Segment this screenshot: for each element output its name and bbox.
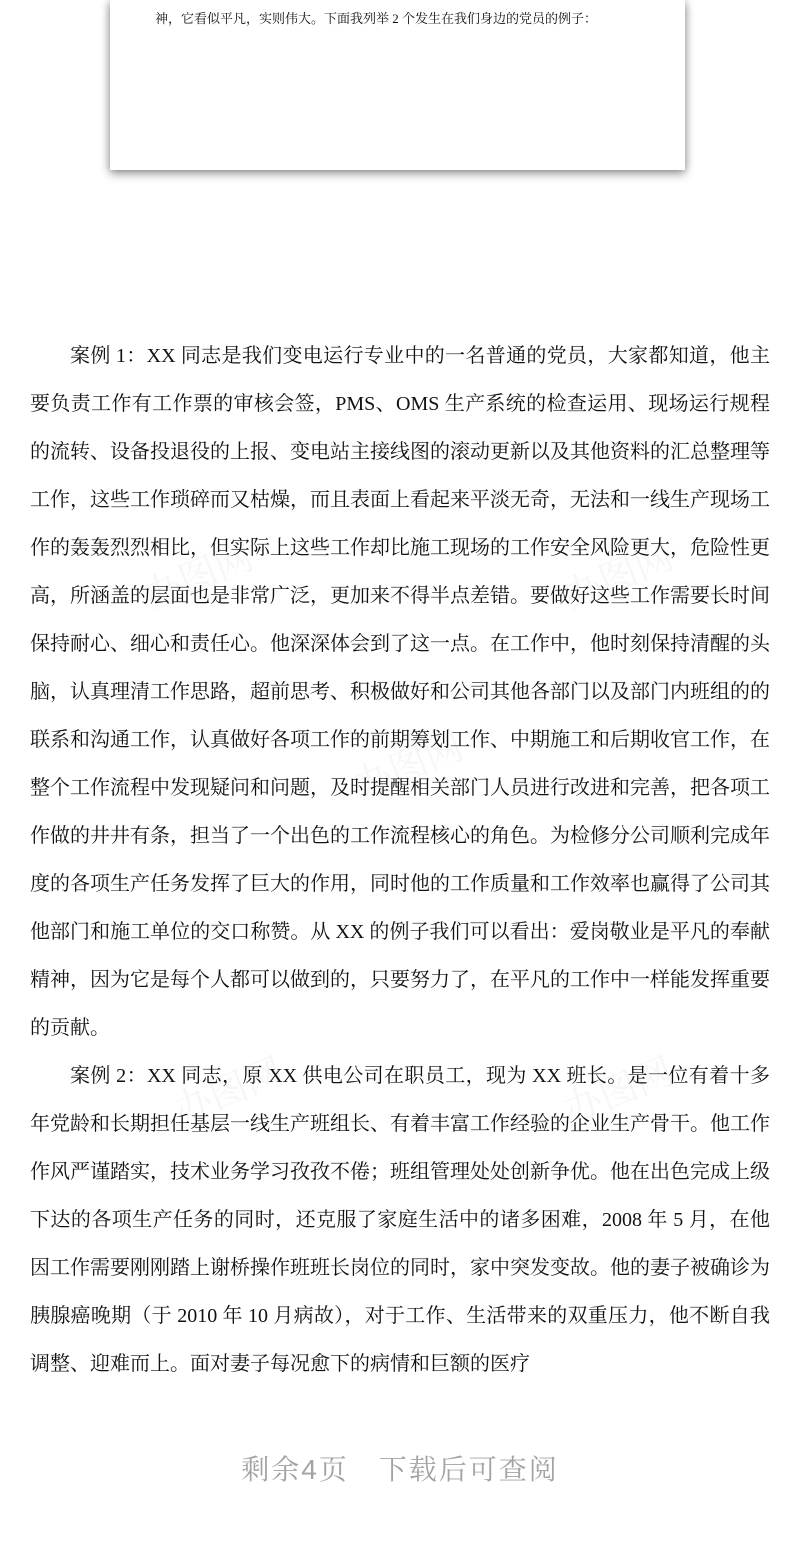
watermark-text: 办图网	[347, 725, 470, 808]
paragraph-case-2: 案例 2：XX 同志，原 XX 供电公司在职员工，现为 XX 班长。是一位有着十多年党龄和长期担任基层一线生产班组长、有着丰富工作经验的企业生产骨干。他工作作风严谨踏实，技术业务学习孜孜不倦；班组管理处处创新争优。他在出色完成上级下达的各项生产任务的同时，还克服了家庭生活中的诸多困难，2008 年 5 月，在他因工作需要刚刚踏上谢桥操作班班长岗位的同时，家中突发变故。他的妻子被确诊为胰腺癌晚期（于 2010 年 10 月病故），对于工作、生活带来的双重压力，他不断自我调整、迎难而上。面对妻子每况愈下的病情和巨额的医疗	[30, 1065, 770, 1375]
watermark-text: 办图网	[557, 535, 680, 618]
watermark-text: 办图网	[167, 1050, 290, 1133]
watermark-text: 办图网	[137, 535, 260, 618]
previous-page-fragment-text: 神，它看似平凡，实则伟大。下面我列举 2 个发生在我们身边的党员的例子：	[155, 11, 598, 26]
paragraph-case-1: 案例 1：XX 同志是我们变电运行专业中的一名普通的党员，大家都知道，他主要负责工作有工作票的审核会签，PMS、OMS 生产系统的检查运用、现场运行规程的流转、设备投退役的上报、变电站主接线图的滚动更新以及其他资料的汇总整理等工作，这些工作琐碎而又枯燥，而且表面上看起来平淡无奇，无法和一线生产现场工作的轰轰烈烈相比，但实际上这些工作却比施工现场的工作安全风险更大，危险性更高，所涵盖的层面也是非常广泛，更加来不得半点差错。要做好这些工作需要长时间保持耐心、细心和责任心。他深深体会到了这一点。在工作中，他时刻保持清醒的头脑，认真理清工作思路，超前思考、积极做好和公司其他各部门以及部门内班组的的联系和沟通工作，认真做好各项工作的前期筹划工作、中期施工和后期收官工作，在整个工作流程中发现疑问和问题，及时提醒相关部门人员进行改进和完善，把各项工作做的井井有条，担当了一个出色的工作流程核心的角色。为检修分公司顺利完成年度的各项生产任务发挥了巨大的作用，同时他的工作质量和工作效率也赢得了公司其他部门和施工单位的交口称赞。从 XX 的例子我们可以看出：爱岗敬业是平凡的奉献精神，因为它是每个人都可以做到的，只要努力了，在平凡的工作中一样能发挥重要的贡献。	[30, 345, 770, 1039]
remaining-pages-notice: 剩余4页 下载后可查阅	[241, 1454, 559, 1485]
document-body	[30, 332, 770, 1388]
previous-page-sheet	[110, 0, 685, 170]
watermark-text: 办图网	[557, 1050, 680, 1133]
